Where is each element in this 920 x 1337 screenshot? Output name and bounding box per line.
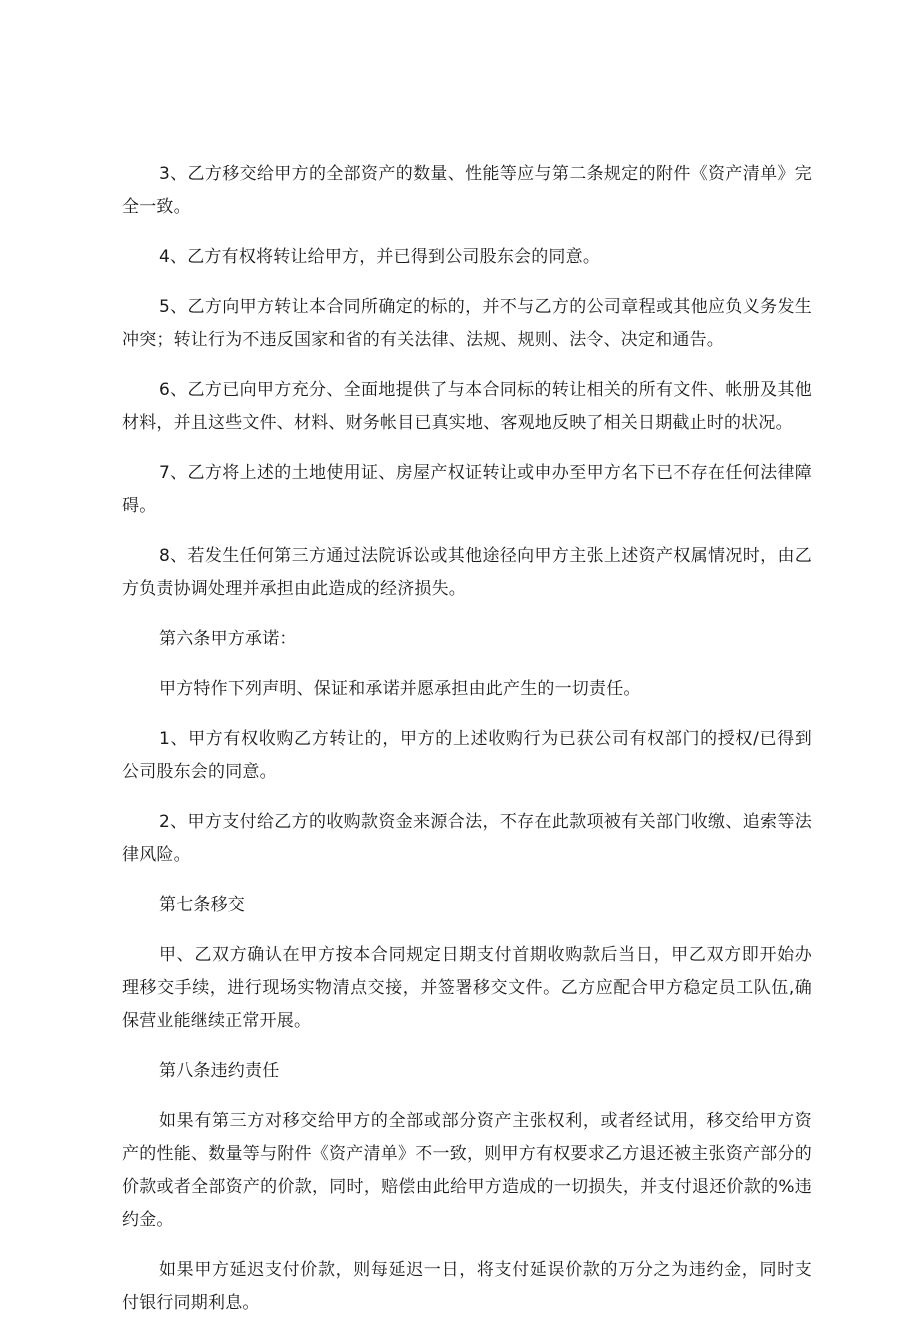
clause-5-paragraph: 5、乙方向甲方转让本合同所确定的标的，并不与乙方的公司章程或其他应负义务发生冲突；转让行为不违反国家和省的有关法律、法规、规则、法令、决定和通告。 bbox=[122, 297, 812, 350]
clause-3-paragraph: 3、乙方移交给甲方的全部资产的数量、性能等应与第二条规定的附件《资产清单》完全一致。 bbox=[122, 164, 812, 217]
article-8-heading: 第八条违约责任 bbox=[159, 1061, 280, 1081]
document-page bbox=[122, 158, 812, 1337]
party-a-clause-2: 2、甲方支付给乙方的收购款资金来源合法，不存在此款项被有关部门收缴、追索等法律风险。 bbox=[122, 812, 812, 865]
article-8-body-1: 如果有第三方对移交给甲方的全部或部分资产主张权利，或者经试用，移交给甲方资产的性能、数量等与附件《资产清单》不一致，则甲方有权要求乙方退还被主张资产部分的价款或者全部资产的价款，同时，赔偿由此给甲方造成的一切损失，并支付退还价款的%违约金。 bbox=[122, 1111, 812, 1230]
article-7-body: 甲、乙双方确认在甲方按本合同规定日期支付首期收购款后当日，甲乙双方即开始办理移交手续，进行现场实物清点交接，并签署移交文件。乙方应配合甲方稳定员工队伍,确保营业能继续正常开展。 bbox=[122, 945, 812, 1031]
clause-4-paragraph: 4、乙方有权将转让给甲方，并已得到公司股东会的同意。 bbox=[159, 247, 601, 267]
article-8-body-2: 如果甲方延迟支付价款，则每延迟一日，将支付延误价款的万分之为违约金，同时支付银行同期利息。 bbox=[122, 1260, 812, 1313]
clause-7-paragraph: 7、乙方将上述的土地使用证、房屋产权证转让或申办至甲方名下已不存在任何法律障碍。 bbox=[122, 463, 812, 516]
clause-8-paragraph: 8、若发生任何第三方通过法院诉讼或其他途径向甲方主张上述资产权属情况时，由乙方负责协调处理并承担由此造成的经济损失。 bbox=[122, 546, 812, 599]
article-7-heading: 第七条移交 bbox=[159, 895, 245, 915]
article-6-intro: 甲方特作下列声明、保证和承诺并愿承担由此产生的一切责任。 bbox=[159, 679, 641, 699]
article-6-heading: 第六条甲方承诺： bbox=[159, 629, 297, 649]
party-a-clause-1: 1、甲方有权收购乙方转让的，甲方的上述收购行为已获公司有权部门的授权/已得到公司股东会的同意。 bbox=[122, 729, 812, 782]
clause-6-paragraph: 6、乙方已向甲方充分、全面地提供了与本合同标的转让相关的所有文件、帐册及其他材料，并且这些文件、材料、财务帐目已真实地、客观地反映了相关日期截止时的状况。 bbox=[122, 380, 812, 433]
